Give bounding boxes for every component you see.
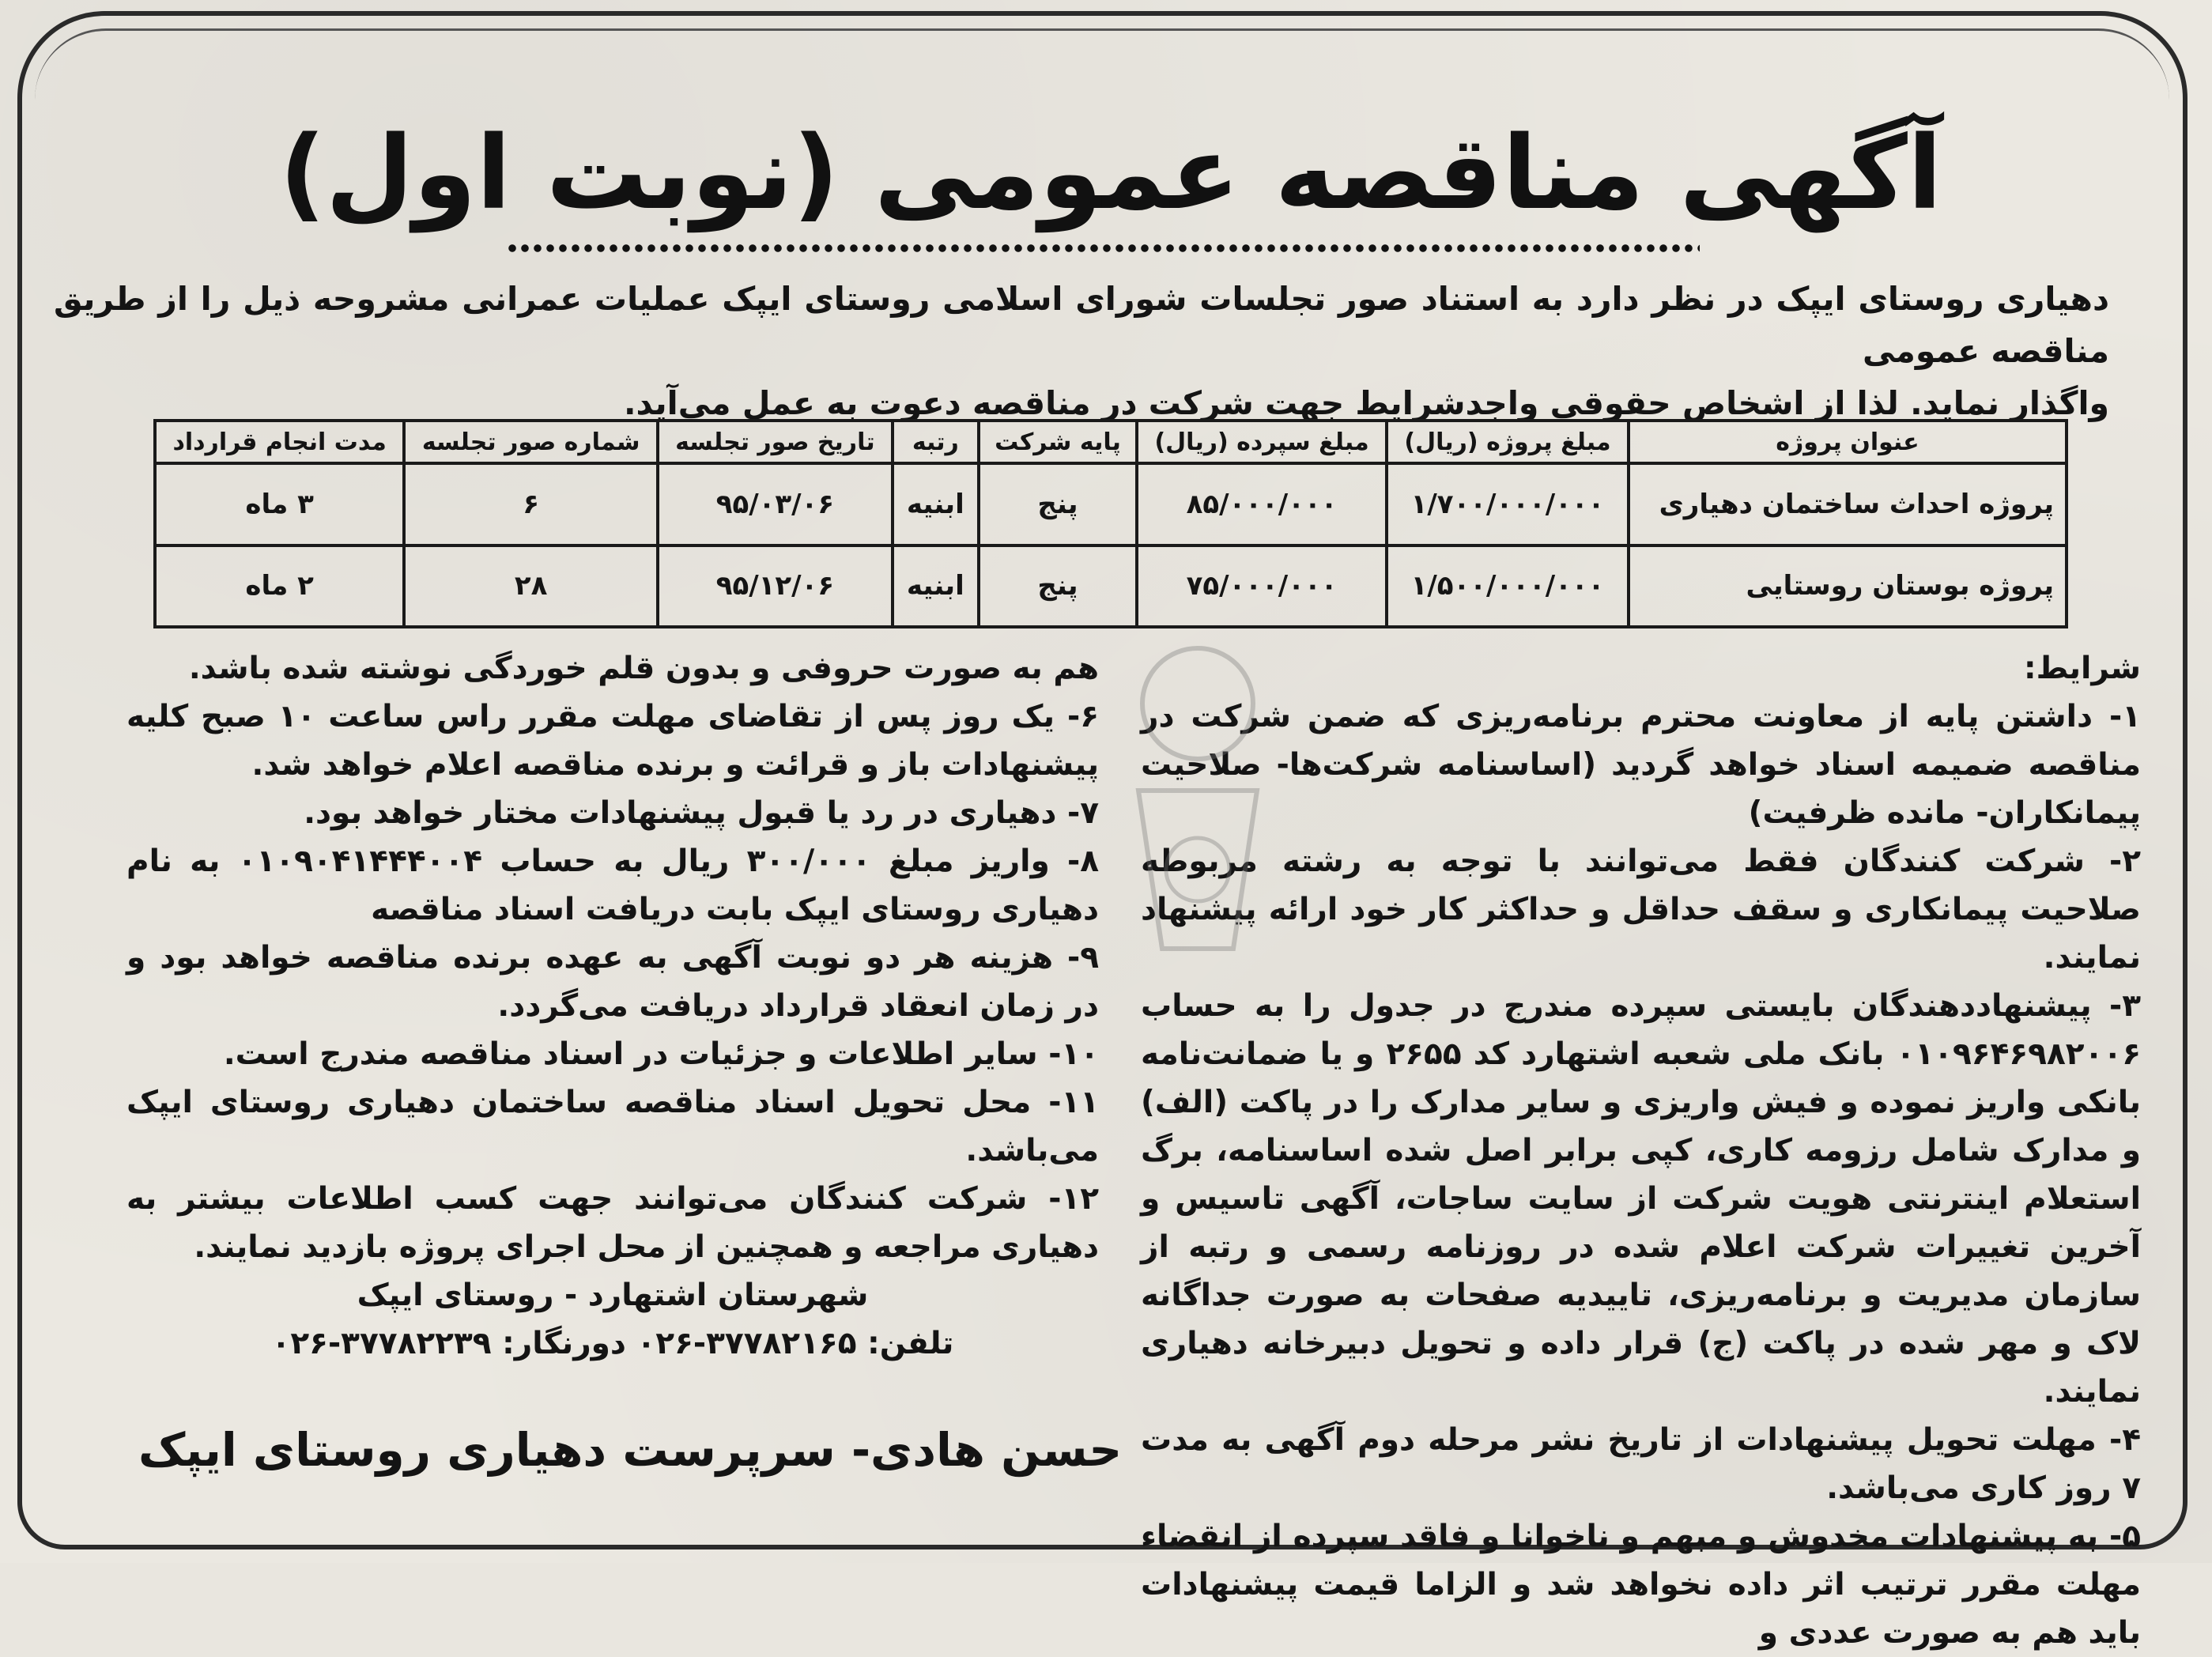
header-deposit-amount: مبلغ سپرده (ریال) (1137, 421, 1387, 463)
condition-11: ۱۱- محل تحویل اسناد مناقصه ساختمان دهیاری روستای ایپک می‌باشد. (126, 1085, 1099, 1168)
cell-project-title: پروژه احداث ساختمان دهیاری (1629, 463, 2067, 545)
header-minutes-number: شماره صور تجلسه (404, 421, 658, 463)
tender-table (153, 419, 2068, 628)
cell-minutes-date: ۹۵/۱۲/۰۶ (658, 545, 893, 628)
contact-location: شهرستان اشتهارد - روستای ایپک (357, 1278, 869, 1313)
header-company-grade: پایه شرکت (979, 421, 1137, 463)
ad-title: آگهی مناقصه عمومی (نوبت اول) (279, 115, 1942, 232)
condition-9: ۹- هزینه هر دو نوبت آگهی به عهده برنده مناقصه خواهد بود و در زمان انعقاد قرارداد دریافت می‌گردد. (126, 940, 1099, 1024)
condition-2: ۲- شرکت کنندگان فقط می‌توانند با توجه به رشته مربوطه صلاحیت پیمانکاری و سقف حداقل و حداکثر کار خود ارائه پیشنهاد نمایند. (1141, 844, 2141, 976)
cell-company-grade: پنج (979, 545, 1137, 628)
header-minutes-date: تاریخ صور تجلسه (658, 421, 893, 463)
cell-field: ابنیه (893, 463, 979, 545)
header-project-title: عنوان پروژه (1629, 421, 2067, 463)
intro-line-1: دهیاری روستای ایپک در نظر دارد به استناد صور تجلسات شورای اسلامی روستای ایپک عملیات عمرانی مشروحه ذیل را از طریق مناقصه عمومی (54, 280, 2109, 370)
header-contract-duration: مدت انجام قرارداد (155, 421, 404, 463)
table-header-row (155, 421, 2067, 463)
conditions-heading: شرایط: (2024, 651, 2141, 686)
condition-5: ۵- به پیشنهادات مخدوش و مبهم و ناخوانا و فاقد سپرده از انقضاء مهلت مقرر ترتیب اثر داده نخواهد شد و الزاما قیمت پیشنهادات باید هم به صورت عددی و (1141, 1519, 2141, 1651)
contact-phones: تلفن: ۳۷۷۸۲۱۶۵-۰۲۶ دورنگار: ۳۷۷۸۲۲۳۹-۰۲۶ (271, 1326, 954, 1361)
intro-line-2: واگذار نماید. لذا از اشخاص حقوقی واجدشرایط جهت شرکت در مناقصه دعوت به عمل می‌آید. (623, 384, 2109, 422)
header-project-amount: مبلغ پروژه (ریال) (1387, 421, 1629, 463)
cell-contract-duration: ۲ ماه (155, 545, 404, 628)
watermark-emblem-icon (1091, 632, 1304, 964)
condition-10: ۱۰- سایر اطلاعات و جزئیات در اسناد مناقصه مندرج است. (223, 1036, 1099, 1072)
cell-project-amount: ۱/۵۰۰/۰۰۰/۰۰۰ (1387, 545, 1629, 628)
cell-company-grade: پنج (979, 463, 1137, 545)
condition-3: ۳- پیشنهاددهندگان بایستی سپرده مندرج در جدول را به حساب ۰۱۰۹۶۴۶۹۸۲۰۰۶ بانک ملی شعبه اشتهارد کد ۲۶۵۵ و یا ضمانت‌نامه بانکی واریز نموده و فیش واریزی و سایر مدارک را در پاکت (الف) و مدارک شامل رزومه کاری، کپی برابر اصل شده اساسنامه، برگ استعلام اینترنتی هویت شرکت از سایت ساجات، آگهی تاسیس و آخرین تغییرات شرکت اعلام شده در روزنامه رسمی و رتبه از سازمان مدیریت و برنامه‌ریزی، تاییدیه صفحات به صورت جداگانه لاک و مهر شده در پاکت (ج) قرار داده و تحویل دبیرخانه دهیاری نمایند. (1141, 988, 2141, 1410)
condition-6: ۶- یک روز پس از تقاضای مهلت مقرر راس ساعت ۱۰ صبح کلیه پیشنهادات باز و قرائت و برنده مناقصه اعلام خواهد شد. (126, 699, 1099, 783)
condition-5-continued: هم به صورت حروفی و بدون قلم خوردگی نوشته شده باشد. (188, 651, 1099, 686)
cell-minutes-number: ۲۸ (404, 545, 658, 628)
table-row (155, 463, 2067, 545)
intro-paragraph (54, 273, 2109, 429)
cell-field: ابنیه (893, 545, 979, 628)
table-row (155, 545, 2067, 628)
ad-header (269, 99, 1953, 249)
conditions-column-left (126, 644, 1099, 1368)
dotted-divider (506, 243, 1700, 253)
cell-deposit-amount: ۷۵/۰۰۰/۰۰۰ (1137, 545, 1387, 628)
cell-project-amount: ۱/۷۰۰/۰۰۰/۰۰۰ (1387, 463, 1629, 545)
signature-line: حسن هادی- سرپرست دهیاری روستای ایپک (138, 1423, 1123, 1477)
condition-1: ۱- داشتن پایه از معاونت محترم برنامه‌ریزی که ضمن شرکت در مناقصه ضمیمه اسناد خواهد گردید (اساسنامه شرکت‌ها- صلاحیت پیمانکاران- مانده ظرفیت) (1141, 699, 2141, 831)
cell-contract-duration: ۳ ماه (155, 463, 404, 545)
cell-minutes-date: ۹۵/۰۳/۰۶ (658, 463, 893, 545)
condition-7: ۷- دهیاری در رد یا قبول پیشنهادات مختار خواهد بود. (304, 795, 1099, 831)
cell-project-title: پروژه بوستان روستایی (1629, 545, 2067, 628)
cell-deposit-amount: ۸۵/۰۰۰/۰۰۰ (1137, 463, 1387, 545)
condition-4: ۴- مهلت تحویل پیشنهادات از تاریخ نشر مرحله دوم آگهی به مدت ۷ روز کاری می‌باشد. (1141, 1422, 2141, 1506)
condition-8: ۸- واریز مبلغ ۳۰۰/۰۰۰ ریال به حساب ۰۱۰۹۰۴۱۴۴۴۰۰۴ به نام دهیاری روستای ایپک بابت دریافت اسناد مناقصه (126, 844, 1099, 927)
header-field: رتبه (893, 421, 979, 463)
cell-minutes-number: ۶ (404, 463, 658, 545)
condition-12: ۱۲- شرکت کنندگان می‌توانند جهت کسب اطلاعات بیشتر به دهیاری مراجعه و همچنین از محل اجرای پروژه بازدید نمایند. (126, 1181, 1099, 1265)
